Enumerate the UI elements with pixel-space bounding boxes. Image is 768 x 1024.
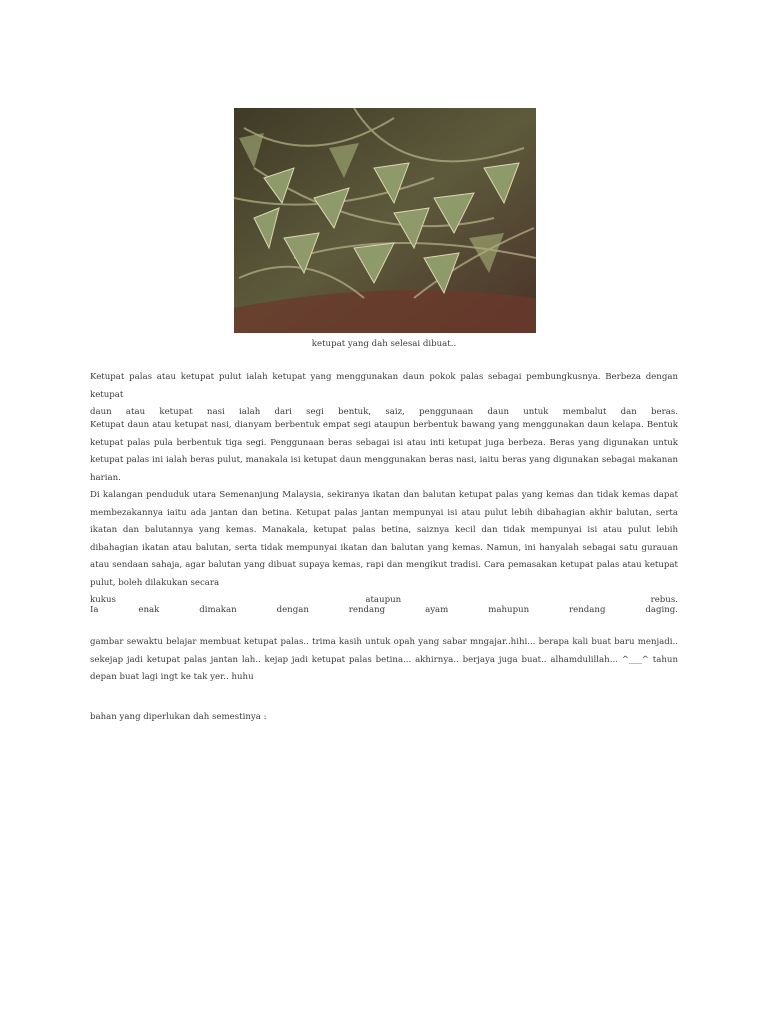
paragraph-2: Ketupat daun atau ketupat nasi, dianyam berbentuk empat segi ataupun berbentuk bawang yang menggunakan daun kelapa. Bentuk ketupat palas pula berbentuk tiga segi. Penggunaan beras sebagai isi atau inti ketupat juga berbeza. Beras yang digunakan untuk ketupat palas ini ialah beras pulut, manakala isi ketupat daun menggunakan beras nasi, iaitu beras yang digunakan sebagai makanan harian. <box>90 420 678 483</box>
paragraph-3-main: Di kalangan penduduk utara Semenanjung Malaysia, sekiranya ikatan dan balutan ketupat palas yang kemas dan tidak kemas dapat membezakannya iaitu ada jantan dan betina. Ketupat palas jantan mempunyai isi atau pulut lebih dibahagian akhir balutan, serta ikatan dan balutannya yang kemas. Manakala, ketupat palas betina, saiznya kecil dan tidak mempunyai isi atau pulut lebih dibahagian ikatan atau balutan, serta tidak mempunyai ikatan dan balutan yang kemas. Namun, ini hanyalah sebagai satu gurauan atau sendaan sahaja, agar balutan yang dibuat supaya kemas, rapi dan mengikut tradisi. Cara pemasakan ketupat palas atau ketupat pulut, boleh dilakukan secara <box>90 490 678 588</box>
ketupat-photo <box>234 108 536 333</box>
photo-caption: ketupat yang dah selesai dibuat.. <box>311 339 457 349</box>
paragraph-1 <box>90 369 678 422</box>
paragraph-3-last-line: kukus ataupun rebus. <box>90 595 678 605</box>
ketupat-photo-icon <box>234 108 536 333</box>
paragraph-6: bahan yang diperlukan dah semestinya : <box>90 712 267 722</box>
paragraph-1-line-2: daun atau ketupat nasi ialah dari segi bentuk, saiz, penggunaan daun untuk membalut dan beras. <box>90 407 678 417</box>
paragraph-5: gambar sewaktu belajar membuat ketupat palas.. trima kasih untuk opah yang sabar mngajar..hihi... berapa kali buat baru menjadi.. sekejap jadi ketupat palas jantan lah.. kejap jadi ketupat palas betina... akhirnya.. berjaya juga buat.. alhamdulillah... ^___^ tahun depan buat lagi ingt ke tak yer.. huhu <box>90 637 678 682</box>
paragraph-4: Ia enak dimakan dengan rendang ayam mahupun rendang daging. <box>90 605 678 615</box>
paragraph-3 <box>90 487 678 610</box>
paragraph-1-line-1: Ketupat palas atau ketupat pulut ialah ketupat yang menggunakan daun pokok palas sebagai pembungkusnya. Berbeza dengan ketupat <box>90 372 678 400</box>
